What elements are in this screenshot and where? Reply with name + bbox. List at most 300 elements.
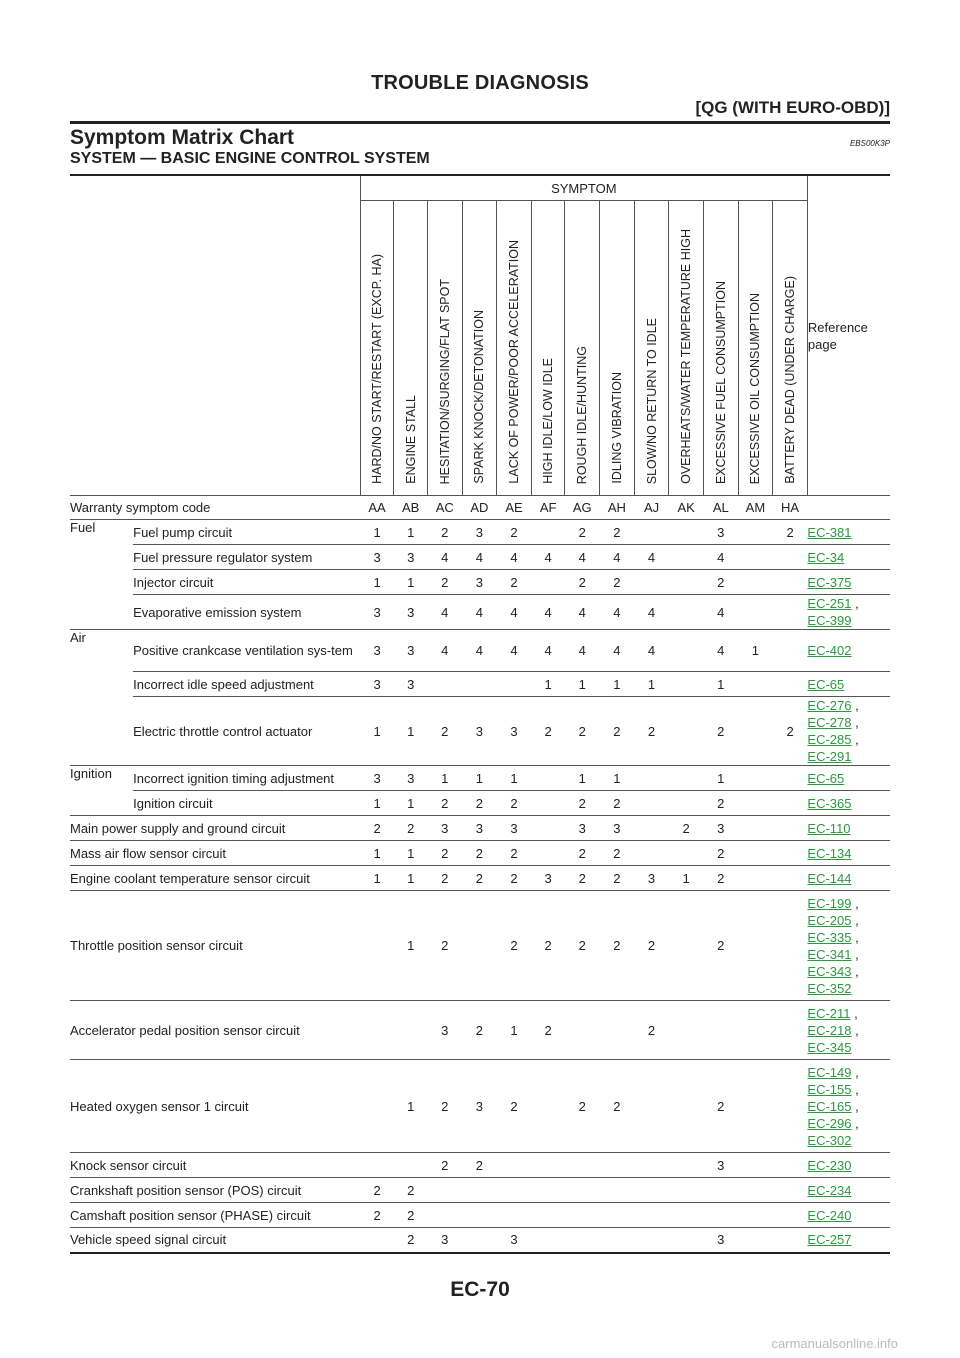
reference-link[interactable]: EC-110 <box>807 820 851 836</box>
page-header-subtitle: [QG (WITH EURO-OBD)] <box>695 98 890 117</box>
matrix-cell: 3 <box>634 866 669 891</box>
matrix-cell <box>738 891 773 1001</box>
reference-link[interactable]: EC-234 <box>807 1182 852 1198</box>
matrix-cell <box>360 1060 394 1153</box>
matrix-cell <box>669 672 704 697</box>
matrix-cell <box>669 595 704 630</box>
reference-link[interactable]: EC-199 <box>807 895 852 911</box>
reference-link[interactable]: EC-230 <box>807 1157 852 1173</box>
matrix-cell <box>773 630 808 672</box>
matrix-cell <box>531 1178 565 1203</box>
reference-separator: , <box>851 1081 859 1097</box>
matrix-cell <box>738 1153 773 1178</box>
matrix-cell <box>738 595 773 630</box>
matrix-cell <box>634 841 669 866</box>
matrix-cell <box>773 1001 808 1060</box>
matrix-cell: 1 <box>360 570 394 595</box>
matrix-cell <box>531 1060 565 1153</box>
matrix-cell <box>738 1001 773 1060</box>
matrix-cell: 3 <box>360 766 394 791</box>
matrix-cell: 2 <box>531 891 565 1001</box>
matrix-cell: 3 <box>462 816 497 841</box>
matrix-cell: 2 <box>565 841 600 866</box>
matrix-cell: 3 <box>703 1153 738 1178</box>
matrix-cell <box>600 1153 635 1178</box>
symptom-label: SPARK KNOCK/DETONATION <box>472 310 487 484</box>
reference-link[interactable]: EC-165 <box>807 1098 852 1114</box>
matrix-cell: 2 <box>497 520 532 545</box>
reference-separator: , <box>851 1022 859 1038</box>
reference-link[interactable]: EC-251 <box>807 596 852 611</box>
matrix-cell: 3 <box>394 595 428 630</box>
matrix-cell: 2 <box>462 1001 497 1060</box>
item-label: Accelerator pedal position sensor circuit <box>70 1001 360 1060</box>
matrix-cell: 2 <box>703 791 738 816</box>
warranty-code-row <box>70 496 890 520</box>
matrix-cell: 3 <box>497 697 532 766</box>
matrix-cell: 2 <box>565 891 600 1001</box>
warranty-code: AD <box>462 496 497 520</box>
matrix-cell: 2 <box>565 697 600 766</box>
matrix-cell: 3 <box>360 630 394 672</box>
matrix-cell: 2 <box>497 841 532 866</box>
matrix-cell: 2 <box>600 1060 635 1153</box>
warranty-code: AJ <box>634 496 669 520</box>
header-rule <box>70 121 890 124</box>
matrix-cell <box>531 570 565 595</box>
section-title: Symptom Matrix Chart <box>70 126 295 149</box>
matrix-cell <box>600 1001 635 1060</box>
matrix-cell <box>738 1228 773 1253</box>
reference-link[interactable]: EC-211 <box>807 1005 851 1021</box>
matrix-cell: 2 <box>600 520 635 545</box>
symptom-header: SYMPTOM <box>360 175 807 201</box>
item-label: Positive crankcase ventilation sys-tem <box>133 630 360 672</box>
reference-separator: , <box>851 912 859 928</box>
reference-page-header: Reference page <box>807 175 890 496</box>
matrix-cell <box>634 570 669 595</box>
matrix-cell: 2 <box>497 1060 532 1153</box>
table-row <box>70 891 890 1001</box>
matrix-cell <box>565 1203 600 1228</box>
group-label: Fuel <box>70 520 133 630</box>
table-row <box>70 841 890 866</box>
reference-link[interactable]: EC-335 <box>807 929 852 945</box>
matrix-cell <box>531 520 565 545</box>
reference-link[interactable]: EC-296 <box>807 1115 852 1131</box>
matrix-cell <box>738 1060 773 1153</box>
table-row <box>70 1178 890 1203</box>
matrix-cell: 2 <box>427 841 462 866</box>
matrix-cell: 2 <box>462 791 497 816</box>
reference-link[interactable]: EC-240 <box>807 1207 852 1223</box>
reference-link[interactable]: EC-134 <box>807 845 852 861</box>
matrix-cell: 2 <box>360 816 394 841</box>
matrix-cell <box>669 791 704 816</box>
symptom-label: ROUGH IDLE/HUNTING <box>575 345 590 484</box>
matrix-cell <box>427 1178 462 1203</box>
matrix-cell <box>703 1203 738 1228</box>
page-header-title: TROUBLE DIAGNOSIS <box>371 72 589 94</box>
table-row <box>70 816 890 841</box>
reference-separator: , <box>851 963 859 979</box>
matrix-cell: 3 <box>360 672 394 697</box>
reference-link[interactable]: EC-343 <box>807 963 852 979</box>
matrix-cell: 3 <box>462 697 497 766</box>
item-label: Evaporative emission system <box>133 595 360 630</box>
group-label: Ignition <box>70 766 133 816</box>
reference-link[interactable]: EC-285 <box>807 732 852 747</box>
section-subtitle: SYSTEM — BASIC ENGINE CONTROL SYSTEM <box>70 150 430 167</box>
table-row <box>70 791 890 816</box>
table-row <box>70 595 890 630</box>
warranty-code: AH <box>600 496 635 520</box>
matrix-cell <box>462 1178 497 1203</box>
matrix-cell: 2 <box>565 520 600 545</box>
reference-cell <box>807 697 890 766</box>
matrix-cell <box>634 1153 669 1178</box>
matrix-cell: 3 <box>462 1060 497 1153</box>
matrix-cell <box>462 1228 497 1253</box>
matrix-cell <box>360 1228 394 1253</box>
reference-cell <box>807 1153 890 1178</box>
section-code: EBS00K3P <box>849 139 890 148</box>
matrix-cell: 4 <box>703 545 738 570</box>
warranty-code: AK <box>669 496 704 520</box>
warranty-code: AG <box>565 496 600 520</box>
reference-link[interactable]: EC-155 <box>807 1081 852 1097</box>
matrix-cell <box>634 1178 669 1203</box>
matrix-cell <box>565 1178 600 1203</box>
reference-cell <box>807 866 890 891</box>
reference-separator: , <box>850 1005 858 1021</box>
item-label: Camshaft position sensor (PHASE) circuit <box>70 1203 360 1228</box>
symptom-column-header <box>394 201 428 496</box>
item-label: Injector circuit <box>133 570 360 595</box>
reference-link[interactable]: EC-352 <box>807 980 852 996</box>
matrix-cell <box>773 1178 808 1203</box>
matrix-cell <box>738 766 773 791</box>
matrix-cell <box>669 1178 704 1203</box>
matrix-cell: 4 <box>600 595 635 630</box>
reference-separator: , <box>851 698 859 713</box>
matrix-cell <box>497 1178 532 1203</box>
matrix-cell: 3 <box>394 672 428 697</box>
matrix-cell: 1 <box>669 866 704 891</box>
matrix-cell <box>773 816 808 841</box>
matrix-cell <box>738 1203 773 1228</box>
reference-separator: , <box>851 715 859 730</box>
header-blank-cell <box>70 175 360 496</box>
matrix-cell: 1 <box>738 630 773 672</box>
matrix-cell <box>738 1178 773 1203</box>
reference-link[interactable]: EC-381 <box>807 524 852 540</box>
matrix-cell <box>738 816 773 841</box>
reference-link[interactable]: EC-402 <box>807 643 852 658</box>
matrix-cell: 4 <box>497 595 532 630</box>
reference-cell <box>807 520 890 545</box>
reference-cell <box>807 891 890 1001</box>
symptom-label: EXCESSIVE FUEL CONSUMPTION <box>713 280 728 484</box>
reference-cell <box>807 766 890 791</box>
symptom-column-header <box>360 201 394 496</box>
symptom-label: HARD/NO START/RESTART (EXCP. HA) <box>370 254 385 484</box>
matrix-cell: 4 <box>634 545 669 570</box>
matrix-cell: 4 <box>565 545 600 570</box>
matrix-cell: 2 <box>497 891 532 1001</box>
table-row <box>70 1203 890 1228</box>
matrix-cell: 1 <box>394 891 428 1001</box>
matrix-cell <box>738 570 773 595</box>
matrix-cell <box>773 545 808 570</box>
reference-link[interactable]: EC-302 <box>807 1132 852 1148</box>
matrix-cell: 2 <box>703 841 738 866</box>
reference-link[interactable]: EC-291 <box>807 749 852 764</box>
matrix-cell: 2 <box>565 570 600 595</box>
matrix-cell: 1 <box>703 766 738 791</box>
matrix-cell: 1 <box>394 697 428 766</box>
matrix-cell <box>427 1203 462 1228</box>
reference-separator: , <box>851 1064 859 1080</box>
matrix-cell: 1 <box>600 766 635 791</box>
matrix-cell: 3 <box>600 816 635 841</box>
matrix-cell: 2 <box>427 1153 462 1178</box>
matrix-cell: 2 <box>703 697 738 766</box>
warranty-code: HA <box>773 496 808 520</box>
reference-link[interactable]: EC-276 <box>807 698 852 713</box>
matrix-cell: 1 <box>703 672 738 697</box>
matrix-cell: 1 <box>394 1060 428 1153</box>
table-row <box>70 766 890 791</box>
matrix-cell <box>738 866 773 891</box>
matrix-cell <box>565 1153 600 1178</box>
matrix-cell: 1 <box>565 672 600 697</box>
matrix-cell: 3 <box>394 630 428 672</box>
reference-link[interactable]: EC-34 <box>807 549 845 565</box>
reference-cell <box>807 545 890 570</box>
reference-cell <box>807 595 890 630</box>
symptom-column-header <box>738 201 773 496</box>
matrix-cell <box>531 1203 565 1228</box>
item-label: Crankshaft position sensor (POS) circuit <box>70 1178 360 1203</box>
item-label: Main power supply and ground circuit <box>70 816 360 841</box>
matrix-cell <box>669 1203 704 1228</box>
reference-cell <box>807 570 890 595</box>
matrix-cell: 2 <box>394 1203 428 1228</box>
symptom-label: BATTERY DEAD (UNDER CHARGE) <box>783 276 798 484</box>
item-label: Electric throttle control actuator <box>133 697 360 766</box>
matrix-cell: 2 <box>669 816 704 841</box>
reference-cell <box>807 1060 890 1153</box>
symptom-column-header <box>531 201 565 496</box>
matrix-cell <box>634 1228 669 1253</box>
warranty-code: AF <box>531 496 565 520</box>
matrix-cell: 4 <box>462 545 497 570</box>
reference-link[interactable]: EC-65 <box>807 676 845 692</box>
matrix-cell <box>360 1153 394 1178</box>
matrix-cell: 2 <box>427 570 462 595</box>
warranty-code: AE <box>497 496 532 520</box>
matrix-cell: 2 <box>600 791 635 816</box>
matrix-cell: 2 <box>360 1178 394 1203</box>
reference-link[interactable]: EC-65 <box>807 770 845 786</box>
matrix-cell: 1 <box>531 672 565 697</box>
matrix-cell <box>773 1060 808 1153</box>
reference-link[interactable]: EC-341 <box>807 946 852 962</box>
table-row <box>70 697 890 766</box>
item-label: Engine coolant temperature sensor circuit <box>70 866 360 891</box>
warranty-code: AA <box>360 496 394 520</box>
reference-separator: , <box>851 1098 859 1114</box>
symptom-column-header <box>427 201 462 496</box>
matrix-cell <box>773 866 808 891</box>
matrix-cell: 1 <box>360 791 394 816</box>
matrix-cell: 2 <box>394 1178 428 1203</box>
matrix-cell: 2 <box>773 520 808 545</box>
matrix-cell <box>703 1178 738 1203</box>
matrix-cell <box>703 1001 738 1060</box>
symptom-column-header <box>600 201 635 496</box>
matrix-cell <box>565 1228 600 1253</box>
matrix-cell: 3 <box>427 816 462 841</box>
warranty-code: AM <box>738 496 773 520</box>
reference-separator: , <box>851 732 859 747</box>
warranty-label: Warranty symptom code <box>70 496 360 520</box>
matrix-cell <box>531 791 565 816</box>
watermark: carmanualsonline.info <box>771 1336 898 1351</box>
matrix-cell: 2 <box>497 570 532 595</box>
reference-link[interactable]: EC-278 <box>807 715 852 730</box>
matrix-cell: 4 <box>497 630 532 672</box>
reference-link[interactable]: EC-399 <box>807 613 852 628</box>
matrix-cell: 4 <box>703 630 738 672</box>
matrix-cell: 1 <box>497 766 532 791</box>
matrix-cell: 2 <box>703 1060 738 1153</box>
matrix-cell: 1 <box>497 1001 532 1060</box>
reference-link[interactable]: EC-375 <box>807 574 852 590</box>
matrix-cell: 1 <box>360 697 394 766</box>
matrix-cell: 2 <box>600 891 635 1001</box>
table-row <box>70 1060 890 1153</box>
matrix-cell: 2 <box>634 1001 669 1060</box>
reference-cell <box>807 1001 890 1060</box>
matrix-cell: 2 <box>565 866 600 891</box>
reference-link[interactable]: EC-149 <box>807 1064 852 1080</box>
symptom-label: HESITATION/SURGING/FLAT SPOT <box>437 278 452 484</box>
symptom-label: HIGH IDLE/LOW IDLE <box>541 358 556 484</box>
symptom-matrix-table <box>70 174 890 1254</box>
matrix-cell <box>531 1228 565 1253</box>
reference-cell <box>807 1178 890 1203</box>
reference-cell <box>807 791 890 816</box>
matrix-cell <box>738 791 773 816</box>
matrix-cell <box>634 1060 669 1153</box>
warranty-code: AL <box>703 496 738 520</box>
matrix-cell: 3 <box>565 816 600 841</box>
matrix-cell: 4 <box>703 595 738 630</box>
matrix-cell: 4 <box>427 630 462 672</box>
warranty-code: AC <box>427 496 462 520</box>
matrix-cell <box>360 1001 394 1060</box>
matrix-cell: 4 <box>427 595 462 630</box>
item-label: Ignition circuit <box>133 791 360 816</box>
matrix-cell: 2 <box>565 791 600 816</box>
matrix-cell: 2 <box>497 791 532 816</box>
reference-link[interactable]: EC-144 <box>807 870 852 886</box>
reference-cell <box>807 672 890 697</box>
matrix-cell: 1 <box>394 841 428 866</box>
reference-link[interactable]: EC-257 <box>807 1232 852 1248</box>
table-row <box>70 545 890 570</box>
reference-link[interactable]: EC-345 <box>807 1039 852 1055</box>
matrix-cell: 2 <box>394 1228 428 1253</box>
matrix-cell: 2 <box>703 866 738 891</box>
reference-link[interactable]: EC-205 <box>807 912 852 928</box>
table-row <box>70 1228 890 1253</box>
reference-link[interactable]: EC-218 <box>807 1022 852 1038</box>
reference-cell <box>807 630 890 672</box>
matrix-cell <box>738 545 773 570</box>
matrix-cell: 2 <box>462 841 497 866</box>
matrix-cell: 4 <box>462 595 497 630</box>
symptom-label: LACK OF POWER/POOR ACCELERATION <box>507 240 522 484</box>
matrix-cell <box>497 1153 532 1178</box>
matrix-cell: 2 <box>427 697 462 766</box>
item-label: Heated oxygen sensor 1 circuit <box>70 1060 360 1153</box>
matrix-cell <box>462 891 497 1001</box>
matrix-cell: 1 <box>394 866 428 891</box>
matrix-cell: 2 <box>703 891 738 1001</box>
symptom-column-header <box>773 201 808 496</box>
matrix-cell: 3 <box>703 1228 738 1253</box>
item-label: Fuel pump circuit <box>133 520 360 545</box>
symptom-label: EXCESSIVE OIL CONSUMPTION <box>748 292 763 484</box>
matrix-cell <box>669 891 704 1001</box>
reference-separator: , <box>851 929 859 945</box>
item-label: Knock sensor circuit <box>70 1153 360 1178</box>
matrix-cell <box>738 520 773 545</box>
matrix-cell <box>360 891 394 1001</box>
matrix-cell: 1 <box>360 841 394 866</box>
matrix-cell: 3 <box>497 816 532 841</box>
matrix-cell: 4 <box>462 630 497 672</box>
matrix-cell: 2 <box>394 816 428 841</box>
item-label: Incorrect ignition timing adjustment <box>133 766 360 791</box>
matrix-cell <box>531 841 565 866</box>
matrix-cell <box>669 545 704 570</box>
matrix-cell: 3 <box>360 595 394 630</box>
matrix-cell: 2 <box>462 866 497 891</box>
matrix-cell <box>773 791 808 816</box>
matrix-cell: 4 <box>600 545 635 570</box>
item-label: Incorrect idle speed adjustment <box>133 672 360 697</box>
matrix-cell <box>394 1001 428 1060</box>
reference-cell <box>807 816 890 841</box>
reference-link[interactable]: EC-365 <box>807 795 852 811</box>
matrix-cell: 2 <box>634 697 669 766</box>
symptom-label: SLOW/NO RETURN TO IDLE <box>644 317 659 484</box>
symptom-column-header <box>669 201 704 496</box>
matrix-cell <box>565 1001 600 1060</box>
item-label: Fuel pressure regulator system <box>133 545 360 570</box>
reference-cell <box>807 1203 890 1228</box>
symptom-label: ENGINE STALL <box>403 395 418 484</box>
symptom-label: OVERHEATS/WATER TEMPERATURE HIGH <box>679 229 694 484</box>
matrix-cell: 2 <box>497 866 532 891</box>
matrix-cell <box>497 1203 532 1228</box>
matrix-cell: 1 <box>394 570 428 595</box>
matrix-cell <box>531 816 565 841</box>
